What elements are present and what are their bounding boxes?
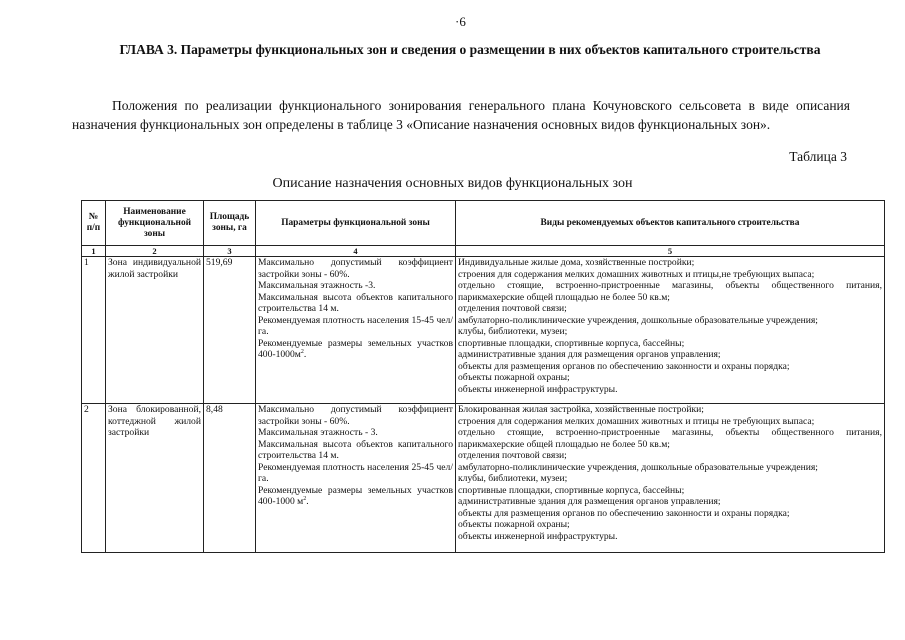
param-line [258,485,453,508]
table-label: Таблица 3 [789,149,847,164]
column-number: 4 [256,246,456,257]
table-row [82,257,885,404]
param-line [258,338,453,361]
type-line: административные здания для размещения органов управления; [458,496,721,507]
type-line: Индивидуальные жилые дома, хозяйственные постройки; [458,257,695,268]
param-line: Рекомендуемая плотность населения 25-45 чел/га. [258,461,453,484]
zone-params [256,404,456,553]
table-row [82,404,885,553]
param-line: Максимальная высота объектов капитального строительства 14 м. [258,438,453,461]
type-line: строения для содержания мелких домашних животных и птицы,не требующих выпаса; [458,268,815,280]
type-line: амбулаторно-поликлинические учреждения, дошкольные образовательные учреждения; [458,461,818,473]
table-caption: Описание назначения основных видов функциональных зон [272,176,633,191]
type-line: объекты пожарной охраны; [458,519,570,530]
zone-name: Зона индивидуальной жилой застройки [106,257,204,404]
type-line: клубы, библиотеки, музеи; [458,473,568,484]
zone-area: 519,69 [204,257,256,404]
param-text: Рекомендуемые размеры земельных участков 400-1000м [258,337,453,360]
param-tail: . [303,349,307,360]
table-header-row [82,201,885,246]
type-line: спортивные площадки, спортивные корпуса, бассейны; [458,337,685,349]
type-line: объекты для размещения органов по обеспечению законности и охраны порядка; [458,507,790,519]
type-line: объекты инженерной инфраструктуры. [458,383,618,395]
intro-paragraph: Положения по реализации функционального зонирования генерального плана Кочуновского сельсовета в виде описания назначения функциональных зон определены в таблице 3 «Описание назначения основных видов функциональных зон». [72,98,850,132]
superscript: 2 [303,495,307,502]
type-line: отделения почтовой связи; [458,303,567,314]
zones-table [81,200,885,553]
column-number: 3 [204,246,256,257]
param-tail: . [306,496,309,507]
param-line: Максимально допустимый коэффициент застройки зоны - 60%. [258,257,453,280]
param-line: Максимальная высота объектов капитального строительства 14 м. [258,291,453,314]
type-line: спортивные площадки, спортивные корпуса, бассейны; [458,484,685,496]
type-line: отдельно стоящие, встроенно-пристроенные магазины, объекты общественного питания, парикмахерские общей площадью не более 50 кв.м; [458,427,882,450]
page-number: ·6 [455,14,466,29]
param-line: Максимально допустимый коэффициент застройки зоны - 60%. [258,404,453,427]
type-line: отдельно стоящие, встроенно-пристроенные магазины, объекты общественного питания, парикмахерские общей площадью не более 50 кв.м; [458,280,882,303]
param-line: Рекомендуемая плотность населения 15-45 чел/га. [258,314,453,337]
superscript: 2 [300,348,304,355]
header-object-types: Виды рекомендуемых объектов капитального строительства [456,201,885,246]
type-line: отделения почтовой связи; [458,450,567,461]
param-line: Максимальная этажность -3. [258,280,376,291]
zone-area: 8,48 [204,404,256,553]
column-number: 5 [456,246,885,257]
type-line: административные здания для размещения органов управления; [458,349,721,360]
type-line: объекты для размещения органов по обеспечению законности и охраны порядка; [458,360,790,372]
header-params: Параметры функциональной зоны [256,201,456,246]
param-line: Максимальная этажность - 3. [258,427,378,438]
param-text: Рекомендуемые размеры земельных участков 400-1000 м [258,484,453,507]
chapter-title: ГЛАВА 3. Параметры функциональных зон и сведения о размещении в них объектов капитального строительства [119,42,821,57]
object-types [456,257,885,404]
type-line: Блокированная жилая застройка, хозяйственные постройки; [458,404,704,415]
type-line: объекты инженерной инфраструктуры. [458,530,618,542]
header-zone-name: Наименование функциональной зоны [106,201,204,246]
row-num: 2 [82,404,106,553]
object-types [456,404,885,553]
header-num: № п/п [82,201,106,246]
type-line: объекты пожарной охраны; [458,372,570,383]
column-number: 2 [106,246,204,257]
type-line: амбулаторно-поликлинические учреждения, дошкольные образовательные учреждения; [458,314,818,326]
zone-params [256,257,456,404]
type-line: клубы, библиотеки, музеи; [458,326,568,337]
column-number-row [82,246,885,257]
zone-name: Зона блокированной, коттеджной жилой застройки [106,404,204,553]
row-num: 1 [82,257,106,404]
type-line: строения для содержания мелких домашних животных и птицы не требующих выпаса; [458,415,815,427]
header-area: Площадь зоны, га [204,201,256,246]
column-number: 1 [82,246,106,257]
